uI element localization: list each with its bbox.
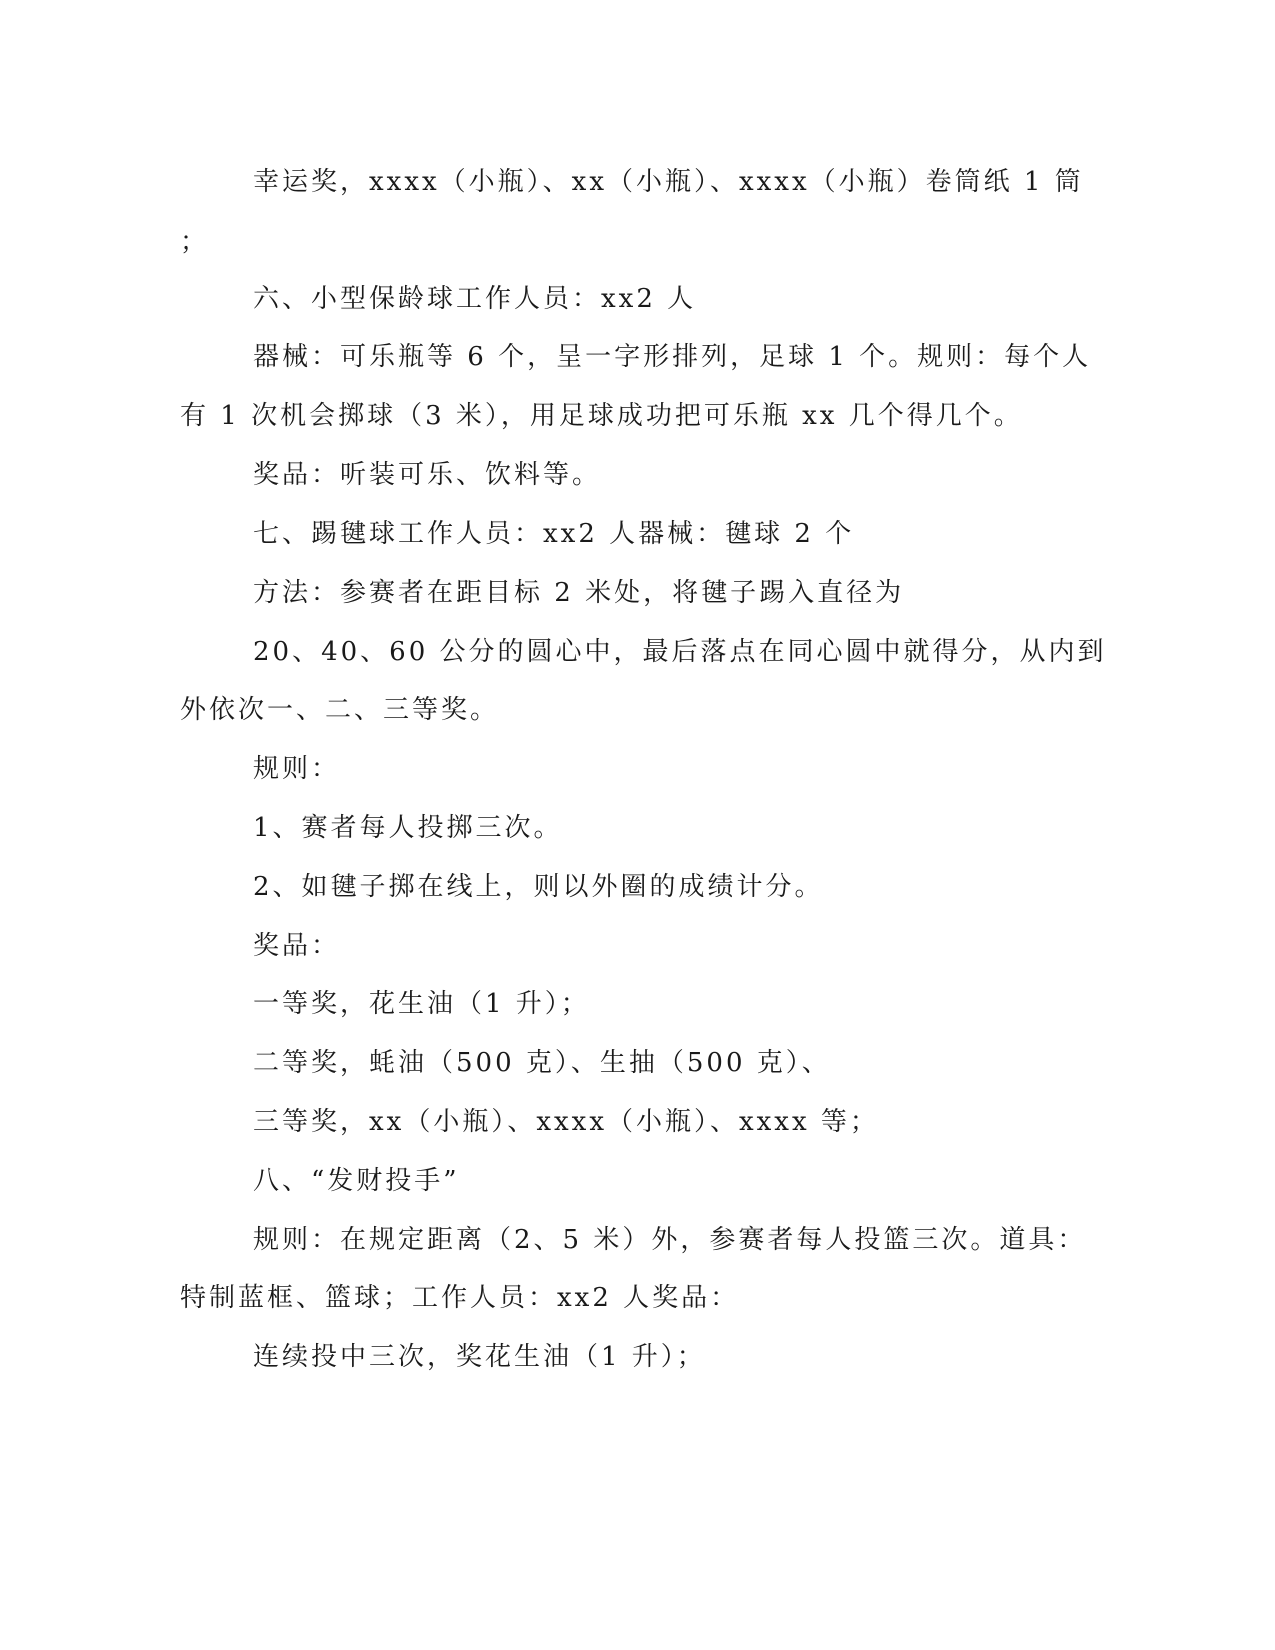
text-line-shuttlecock-awards: 外依次一、二、三等奖。 [180,695,500,725]
text-line-basketball-rules: 规则：在规定距离（2、5 米）外，参赛者每人投篮三次。道具： [253,1225,1087,1255]
text-line-second-prize: 二等奖，蚝油（500 克）、生抽（500 克）、 [253,1048,831,1078]
heading-bowling: 六、小型保龄球工作人员：xx2 人 [253,284,697,314]
text-line-shuttlecock-circles: 20、40、60 公分的圆心中，最后落点在同心圆中就得分，从内到 [253,637,1107,667]
text-line-shuttlecock-method: 方法：参赛者在距目标 2 米处，将毽子踢入直径为 [253,578,905,608]
text-line-rule-1: 1、赛者每人投掷三次。 [253,813,563,843]
heading-basketball: 八、“发财投手” [253,1166,460,1196]
text-line-first-prize: 一等奖，花生油（1 升）； [253,989,590,1019]
text-line-third-prize: 三等奖，xx（小瓶）、xxxx（小瓶）、xxxx 等； [253,1107,879,1137]
text-line-bowling-prizes: 奖品：听装可乐、饮料等。 [253,460,602,490]
text-line-basketball-prize: 连续投中三次，奖花生油（1 升）； [253,1342,706,1372]
heading-shuttlecock: 七、踢毽球工作人员：xx2 人器械：毽球 2 个 [253,519,855,549]
text-line-rules-label: 规则： [253,754,341,784]
text-line-prizes-label: 奖品： [253,931,341,961]
text-line-lucky-prize: 幸运奖，xxxx（小瓶）、xx（小瓶）、xxxx（小瓶）卷筒纸 1 筒 [253,167,1084,197]
text-line-rule-2: 2、如毽子掷在线上，则以外圈的成绩计分。 [253,872,824,902]
text-line-basketball-props: 特制蓝框、篮球；工作人员：xx2 人奖品： [180,1283,740,1313]
text-line-bowling-rules: 有 1 次机会掷球（3 米），用足球成功把可乐瓶 xx 几个得几个。 [180,401,1023,431]
text-line-semicolon: ； [180,227,210,257]
text-line-bowling-equipment: 器械：可乐瓶等 6 个，呈一字形排列，足球 1 个。规则：每个人 [253,342,1092,372]
